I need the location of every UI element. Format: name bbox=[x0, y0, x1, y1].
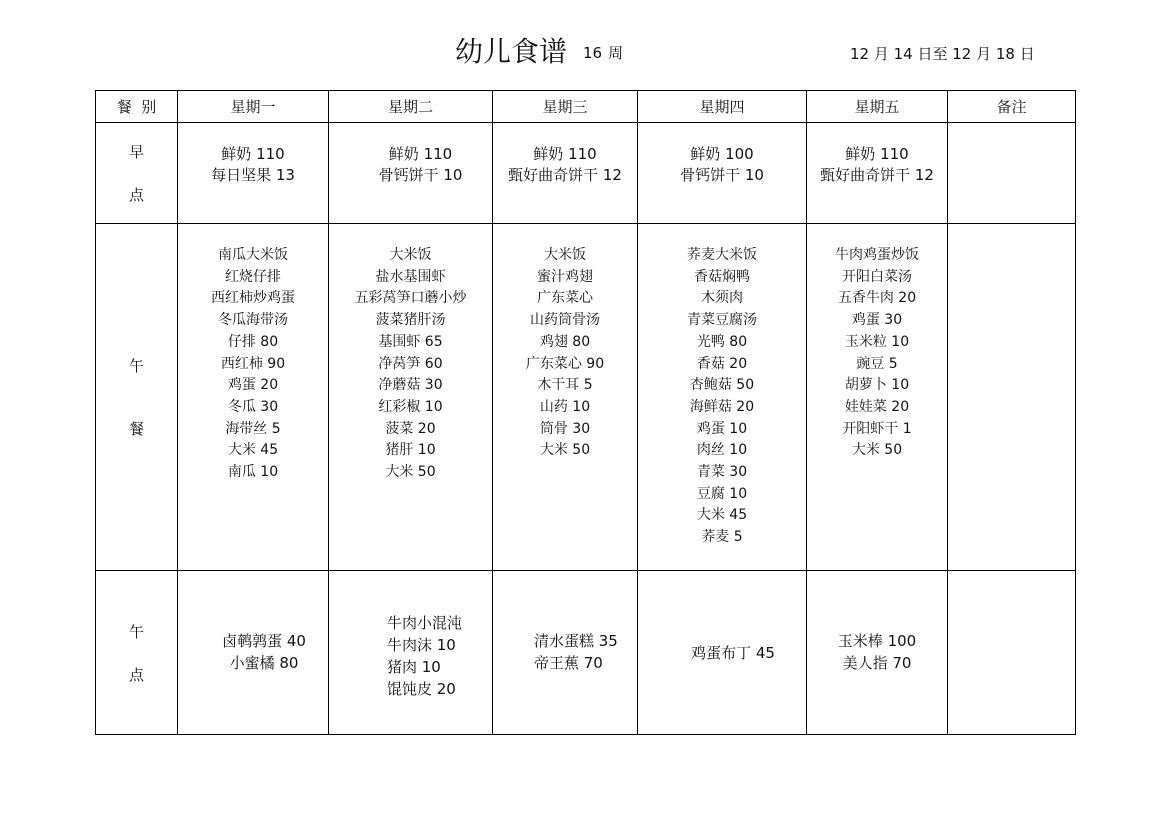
menu-item: 杏鲍菇 50 bbox=[689, 377, 755, 394]
snack-label-top: 午 bbox=[128, 622, 144, 641]
breakfast-row bbox=[96, 123, 1076, 224]
menu-item: 鲜奶 100 bbox=[690, 145, 754, 163]
menu-item: 鲜奶 110 bbox=[845, 145, 909, 163]
breakfast-tuesday bbox=[329, 123, 493, 224]
menu-item: 盐水基围虾 bbox=[375, 268, 446, 285]
menu-item: 胡萝卜 10 bbox=[844, 377, 910, 394]
lunch-monday bbox=[178, 224, 329, 571]
menu-item: 娃娃菜 20 bbox=[844, 398, 910, 415]
menu-item-list bbox=[807, 123, 947, 186]
menu-item: 豆腐 10 bbox=[696, 485, 748, 502]
menu-item-list bbox=[638, 642, 806, 664]
menu-item: 小蜜橘 80 bbox=[229, 653, 299, 672]
menu-item: 香菇焖鸭 bbox=[694, 268, 750, 285]
snack-wednesday bbox=[493, 571, 638, 735]
col-header-label: 餐 别 bbox=[116, 98, 157, 116]
breakfast-label-bottom: 点 bbox=[128, 186, 144, 204]
menu-item: 木须肉 bbox=[701, 290, 743, 307]
menu-item: 卤鹌鹑蛋 40 bbox=[222, 631, 306, 650]
breakfast-wednesday bbox=[493, 123, 638, 224]
menu-item: 光鸭 80 bbox=[696, 333, 748, 350]
menu-item-list bbox=[493, 123, 637, 186]
menu-item-list bbox=[329, 224, 492, 484]
menu-item: 鲜奶 110 bbox=[388, 145, 453, 163]
menu-item: 大米 50 bbox=[851, 442, 903, 459]
breakfast-note bbox=[948, 123, 1076, 224]
snack-monday bbox=[178, 571, 329, 735]
menu-item: 豌豆 5 bbox=[856, 355, 898, 372]
menu-item: 冬瓜海带汤 bbox=[218, 312, 288, 329]
menu-item: 山药 10 bbox=[539, 398, 591, 415]
menu-item-list bbox=[178, 630, 328, 676]
week-number: 16 bbox=[583, 44, 603, 62]
lunch-wednesday bbox=[493, 224, 638, 571]
menu-item: 菠菜 20 bbox=[385, 420, 436, 437]
snack-row bbox=[96, 571, 1076, 735]
menu-item-list bbox=[638, 123, 806, 186]
menu-item: 大米 50 bbox=[539, 442, 591, 459]
menu-item-list bbox=[638, 224, 806, 549]
menu-item: 甄好曲奇饼干 12 bbox=[820, 166, 934, 184]
menu-item: 牛肉鸡蛋炒饭 bbox=[835, 247, 919, 263]
menu-item-list bbox=[329, 606, 492, 700]
menu-item: 冬瓜 30 bbox=[227, 398, 279, 415]
lunch-tuesday bbox=[329, 224, 493, 571]
col-header-thursday: 星期四 bbox=[638, 91, 807, 123]
menu-item: 牛肉小混沌 bbox=[387, 613, 463, 632]
menu-item: 海带丝 5 bbox=[225, 420, 281, 437]
col-header-friday: 星期五 bbox=[807, 91, 948, 123]
menu-item: 鲜奶 110 bbox=[221, 145, 285, 163]
menu-item: 广东菜心 bbox=[537, 290, 593, 307]
menu-table bbox=[95, 90, 1076, 735]
menu-item: 猪肝 10 bbox=[385, 442, 436, 459]
week-label bbox=[583, 43, 629, 63]
lunch-label-top: 午 bbox=[128, 357, 144, 375]
menu-item: 甄好曲奇饼干 12 bbox=[508, 166, 622, 184]
menu-item: 红彩椒 10 bbox=[378, 398, 443, 415]
menu-item: 猪肉 10 bbox=[387, 657, 441, 676]
menu-item: 荞麦 5 bbox=[701, 529, 743, 546]
date-range: 12 月 14 日至 12 月 18 日 bbox=[850, 45, 1035, 63]
menu-item: 南瓜 10 bbox=[227, 464, 279, 481]
menu-item: 鸡蛋 20 bbox=[227, 377, 279, 394]
menu-item-list bbox=[493, 630, 637, 676]
snack-note bbox=[948, 571, 1076, 735]
menu-item: 牛肉沫 10 bbox=[387, 635, 456, 654]
breakfast-label-top: 早 bbox=[128, 143, 144, 161]
menu-item: 每日坚果 13 bbox=[211, 166, 295, 184]
menu-item: 广东菜心 90 bbox=[525, 355, 605, 372]
menu-item: 青菜 30 bbox=[696, 464, 748, 481]
col-header-notes: 备注 bbox=[948, 91, 1076, 123]
menu-item: 净莴笋 60 bbox=[378, 355, 443, 372]
menu-item: 鸡翅 80 bbox=[539, 333, 591, 350]
menu-item: 美人指 70 bbox=[842, 653, 912, 672]
snack-label-bottom: 点 bbox=[128, 665, 144, 684]
menu-item: 荞麦大米饭 bbox=[687, 247, 757, 263]
menu-item: 玉米粒 10 bbox=[844, 333, 910, 350]
menu-item: 香菇 20 bbox=[696, 355, 748, 372]
menu-item: 鸡蛋布丁 45 bbox=[691, 643, 775, 662]
snack-tuesday bbox=[329, 571, 493, 735]
col-header-meal bbox=[96, 91, 178, 123]
menu-item: 大米 45 bbox=[227, 442, 279, 459]
menu-item: 南瓜大米饭 bbox=[218, 247, 288, 263]
menu-item: 大米饭 bbox=[389, 247, 432, 263]
menu-item: 红烧仔排 bbox=[225, 268, 281, 285]
menu-item: 菠菜猪肝汤 bbox=[375, 312, 446, 329]
menu-item: 筒骨 30 bbox=[539, 420, 591, 437]
menu-item-list bbox=[178, 224, 328, 484]
menu-item: 五彩莴笋口蘑小炒 bbox=[354, 290, 467, 307]
col-header-tuesday: 星期二 bbox=[329, 91, 493, 123]
lunch-row bbox=[96, 224, 1076, 571]
snack-thursday bbox=[638, 571, 807, 735]
snack-friday bbox=[807, 571, 948, 735]
menu-item-list bbox=[178, 123, 328, 186]
menu-item: 基围虾 65 bbox=[378, 333, 443, 350]
week-unit: 周 bbox=[608, 44, 624, 62]
menu-item: 鸡蛋 10 bbox=[696, 420, 748, 437]
menu-item: 帝王蕉 70 bbox=[534, 653, 603, 672]
menu-item: 鸡蛋 30 bbox=[851, 312, 903, 329]
snack-label bbox=[96, 571, 178, 735]
menu-item: 开阳白菜汤 bbox=[842, 268, 912, 285]
menu-item-list bbox=[807, 224, 947, 462]
menu-item: 骨钙饼干 10 bbox=[680, 166, 764, 184]
menu-item: 仔排 80 bbox=[227, 333, 279, 350]
lunch-note bbox=[948, 224, 1076, 571]
menu-item: 净蘑菇 30 bbox=[378, 377, 443, 394]
menu-item: 山药筒骨汤 bbox=[530, 312, 600, 329]
breakfast-label bbox=[96, 123, 178, 224]
menu-item: 大米饭 bbox=[544, 247, 586, 263]
menu-item: 五香牛肉 20 bbox=[837, 290, 917, 307]
menu-item: 肉丝 10 bbox=[696, 442, 748, 459]
menu-item: 大米 45 bbox=[696, 507, 748, 524]
header bbox=[0, 34, 1170, 70]
menu-item: 木干耳 5 bbox=[537, 377, 593, 394]
menu-item: 骨钙饼干 10 bbox=[378, 166, 463, 184]
lunch-label bbox=[96, 224, 178, 571]
menu-item-list bbox=[807, 630, 947, 676]
menu-item: 海鲜菇 20 bbox=[689, 398, 755, 415]
menu-item-list bbox=[493, 224, 637, 462]
lunch-friday bbox=[807, 224, 948, 571]
col-header-monday: 星期一 bbox=[178, 91, 329, 123]
menu-item: 鲜奶 110 bbox=[533, 145, 597, 163]
lunch-thursday bbox=[638, 224, 807, 571]
menu-item: 青菜豆腐汤 bbox=[687, 312, 757, 329]
menu-item: 玉米棒 100 bbox=[837, 631, 917, 650]
menu-item: 蜜汁鸡翅 bbox=[537, 268, 593, 285]
menu-item: 西红柿 90 bbox=[220, 355, 286, 372]
header-row bbox=[96, 91, 1076, 123]
lunch-label-bottom: 餐 bbox=[128, 420, 144, 438]
menu-item: 西红柿炒鸡蛋 bbox=[211, 290, 295, 307]
menu-item: 开阳虾干 1 bbox=[842, 420, 912, 437]
menu-item: 清水蛋糕 35 bbox=[534, 631, 618, 650]
col-header-wednesday: 星期三 bbox=[493, 91, 638, 123]
breakfast-friday bbox=[807, 123, 948, 224]
menu-item-list bbox=[329, 123, 492, 186]
breakfast-monday bbox=[178, 123, 329, 224]
menu-item: 馄饨皮 20 bbox=[387, 679, 456, 698]
menu-item: 大米 50 bbox=[385, 464, 436, 481]
page-title: 幼儿食谱 bbox=[455, 35, 568, 68]
breakfast-thursday bbox=[638, 123, 807, 224]
